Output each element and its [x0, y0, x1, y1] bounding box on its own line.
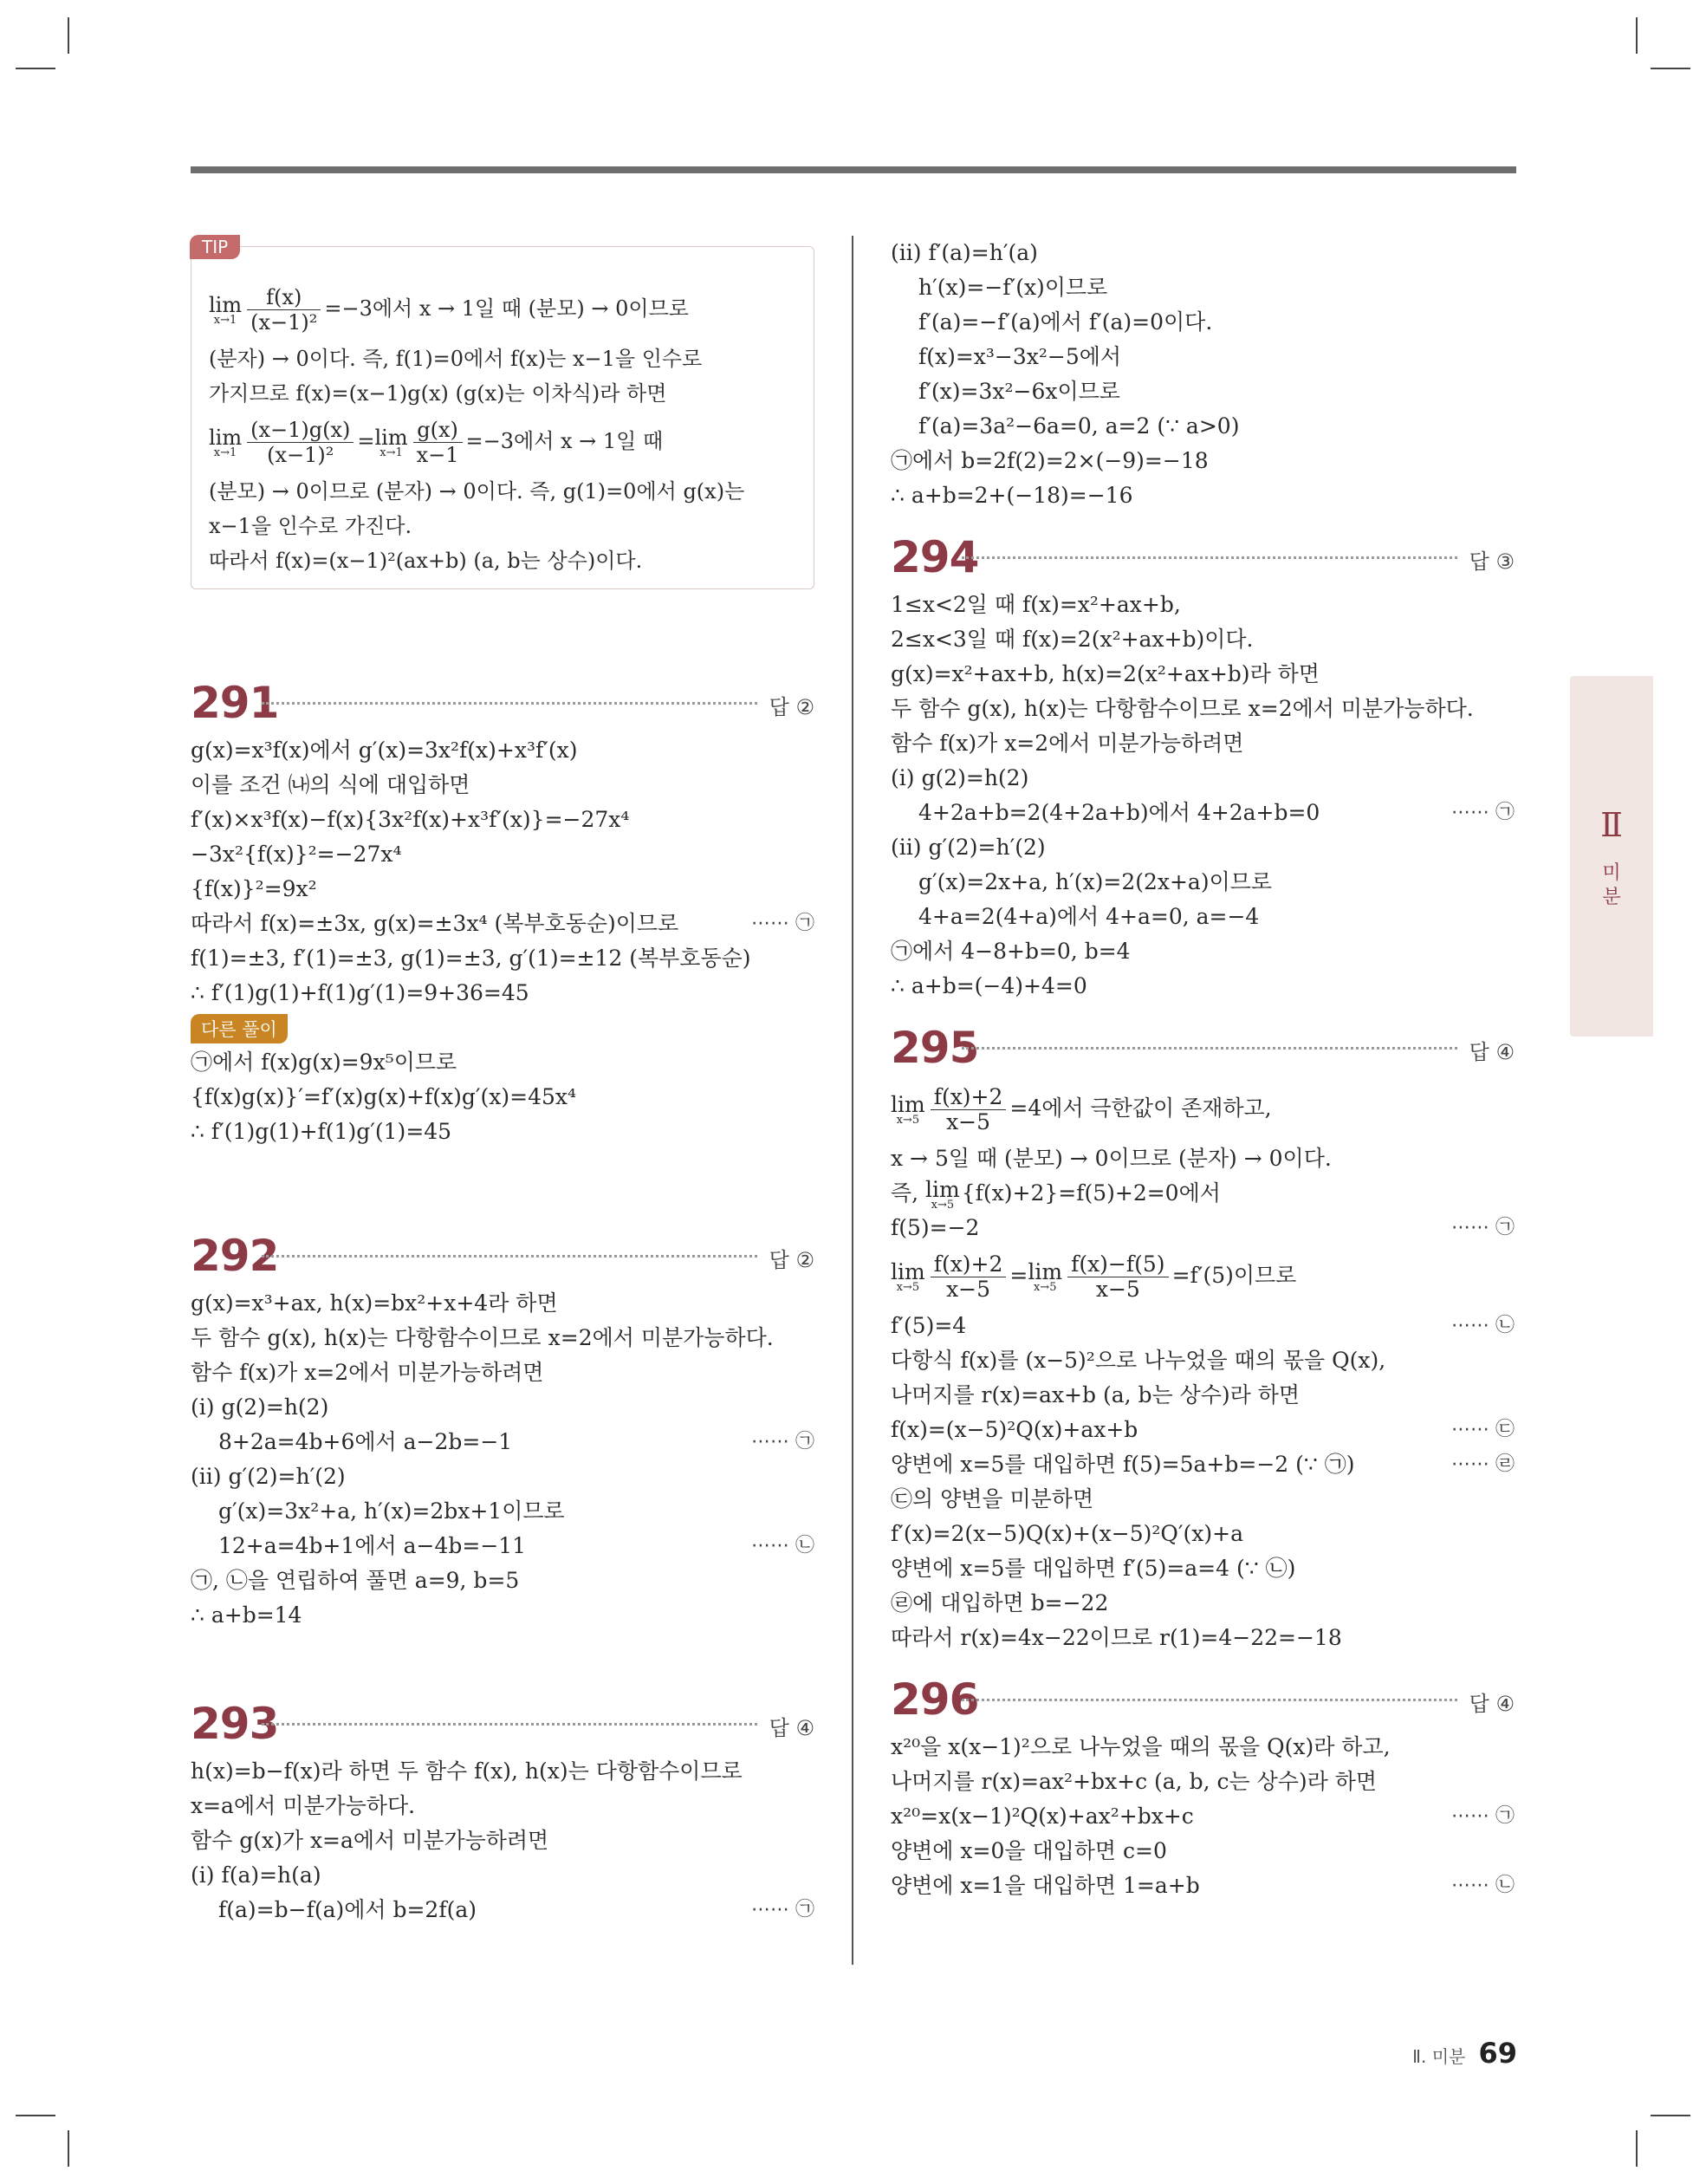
answer-label: 답 ④ [769, 1716, 814, 1740]
solution-line: f′(x)=3x²−6x이므로 [918, 379, 1120, 404]
solution-line: ∴ a+b=2+(−18)=−16 [891, 483, 1133, 508]
solution-line: x → 5일 때 (분모) → 0이므로 (분자) → 0이다. [891, 1146, 1332, 1171]
solution-line: (i) f(a)=h(a) [191, 1862, 321, 1888]
tip-line: 가지므로 f(x)=(x−1)g(x) (g(x)는 이차식)라 하면 [209, 381, 667, 406]
tip-line: lim x→1 $\frac{(x-1)g(x)}{\text{(x−1)²}}$ = lim x→1 $\frac{g(x)}{x-1}$ =−3에서 x → 1일 때 [209, 418, 664, 467]
solution-line: f(x)=(x−5)²Q(x)+ax+b ⋯⋯ ㉢ [891, 1413, 1515, 1447]
solution-line: h′(x)=−f′(x)이므로 [918, 275, 1108, 300]
solution-line: x²⁰을 x(x−1)²으로 나누었을 때의 몫을 Q(x)라 하고, [891, 1734, 1391, 1759]
solution-line: ∴ f′(1)g(1)+f(1)g′(1)=9+36=45 [191, 980, 529, 1005]
fraction: $\frac{f(x)-f(5)}{x-5}$ [1067, 1252, 1168, 1302]
problem-header-293 [191, 1693, 814, 1754]
lim-expr: lim x→5 [1028, 1258, 1063, 1294]
solution-line: (ii) f′(a)=h′(a) [891, 240, 1038, 265]
solution-line: x²⁰=x(x−1)²Q(x)+ax²+bx+c ⋯⋯ ㉠ [891, 1799, 1515, 1834]
solution-line: 양변에 x=0을 대입하면 c=0 [891, 1838, 1167, 1863]
problem-number: 294 [891, 532, 979, 582]
solution-line: 1≤x<2일 때 f(x)=x²+ax+b, [891, 592, 1181, 617]
equation-marker: ⋯⋯ ㉡ [1451, 1315, 1515, 1336]
solution-line: ∴ a+b=(−4)+4=0 [891, 973, 1087, 998]
section-label: Ⅱ. 미분 [1412, 2046, 1466, 2067]
left-column [191, 236, 814, 1927]
solution-line: 4+2a+b=2(4+2a+b)에서 4+2a+b=0 ⋯⋯ ㉠ [891, 796, 1515, 830]
alt-solution-badge: 다른 풀이 [191, 1014, 288, 1043]
solution-line: 즉, lim x→5 {f(x)+2}=f(5)+2=0에서 [891, 1176, 1221, 1212]
answer-label: 답 ③ [1469, 549, 1515, 574]
solution-line: ∴ f′(1)g(1)+f(1)g′(1)=45 [191, 1119, 452, 1144]
solution-line: 2≤x<3일 때 f(x)=2(x²+ax+b)이다. [891, 627, 1254, 652]
lim-expr: lim x→1 [209, 425, 243, 459]
solution-line: f′(x)×x³f(x)−f(x){3x²f(x)+x³f′(x)}=−27x⁴ [191, 807, 630, 832]
equation-marker: ⋯⋯ ㉢ [1451, 1419, 1515, 1440]
tip-line: lim x→1 $\frac{f(x)}{\text{(x−1)²}}$ =−3에서 x → 1일 때 (분모) → 0이므로 [209, 285, 689, 335]
solution-line: 함수 f(x)가 x=2에서 미분가능하려면 [891, 731, 1244, 756]
equation-marker: ⋯⋯ ㉠ [751, 913, 814, 934]
problem-header-294 [891, 527, 1515, 588]
solution-line: lim x→5 $\frac{f(x)+2}{x-5}$ =4에서 극한값이 존재하고, [891, 1084, 1272, 1134]
crop-mark [68, 17, 69, 54]
tip-box [191, 237, 814, 589]
solution-line: f(a)=b−f(a)에서 b=2f(a) ⋯⋯ ㉠ [191, 1893, 814, 1927]
crop-mark [1636, 2130, 1638, 2167]
solution-line: f′(a)=−f′(a)에서 f′(a)=0이다. [918, 309, 1213, 335]
chapter-title-char: 미 [1602, 862, 1621, 884]
fraction: $\frac{f(x)}{\text{(x−1)²}}$ [247, 285, 321, 335]
solution-line: {f(x)}²=9x² [191, 876, 317, 901]
solution-line: (ii) g′(2)=h′(2) [891, 835, 1046, 860]
page-footer [1412, 2037, 1517, 2070]
column-divider [852, 236, 853, 1965]
solution-line: 양변에 x=1을 대입하면 1=a+b ⋯⋯ ㉡ [891, 1869, 1515, 1903]
right-column [891, 236, 1515, 1903]
solution-line: f(5)=−2 ⋯⋯ ㉠ [891, 1211, 1515, 1245]
fraction: $\frac{g(x)}{x-1}$ [413, 418, 463, 467]
solution-line: 양변에 x=5를 대입하면 f′(5)=a=4 (∵ ㉡) [891, 1556, 1296, 1581]
solution-line: f′(5)=4 ⋯⋯ ㉡ [891, 1309, 1515, 1343]
leader-dots [262, 1723, 757, 1726]
solution-line: g′(x)=3x²+a, h′(x)=2bx+1이므로 [218, 1498, 565, 1524]
solution-line: f′(x)=2(x−5)Q(x)+(x−5)²Q′(x)+a [891, 1521, 1244, 1546]
tip-line: x−1을 인수로 가진다. [209, 514, 412, 538]
solution-line: 나머지를 r(x)=ax+b (a, b는 상수)라 하면 [891, 1382, 1301, 1407]
crop-mark [1651, 2115, 1690, 2116]
lim-expr: lim x→5 [891, 1091, 925, 1127]
tip-line: (분자) → 0이다. 즉, f(1)=0에서 f(x)는 x−1을 인수로 [209, 347, 703, 371]
crop-mark [16, 68, 55, 69]
problem-number: 293 [191, 1699, 279, 1749]
chapter-title-char: 분 [1602, 887, 1621, 908]
problem-header-296 [891, 1669, 1515, 1730]
solution-line: 함수 f(x)가 x=2에서 미분가능하려면 [191, 1360, 544, 1385]
solution-line: 따라서 f(x)=±3x, g(x)=±3x⁴ (복부호동순)이므로 ⋯⋯ ㉠ [191, 907, 814, 941]
answer-label: 답 ④ [1469, 1040, 1515, 1064]
answer-label: 답 ② [769, 695, 814, 719]
equation-marker: ⋯⋯ ㉠ [1451, 1805, 1515, 1827]
leader-dots [962, 556, 1457, 559]
answer-label: 답 ④ [1469, 1692, 1515, 1716]
problem-number: 292 [191, 1231, 279, 1281]
solution-line: h(x)=b−f(x)라 하면 두 함수 f(x), h(x)는 다항함수이므로 [191, 1758, 743, 1784]
solution-line: −3x²{f(x)}²=−27x⁴ [191, 842, 402, 867]
lim-expr: lim x→1 [209, 292, 243, 327]
crop-mark [68, 2130, 69, 2167]
leader-dots [962, 1699, 1457, 1701]
equation-marker: ⋯⋯ ㉣ [1451, 1453, 1515, 1475]
solution-line: f(1)=±3, f′(1)=±3, g(1)=±3, g′(1)=±12 (복부호동순) [191, 946, 751, 971]
problem-number: 296 [891, 1674, 979, 1725]
lim-expr: lim x→1 [374, 425, 408, 459]
solution-line: ㉠에서 f(x)g(x)=9x⁵이므로 [191, 1050, 457, 1075]
solution-line: 4+a=2(4+a)에서 4+a=0, a=−4 [918, 904, 1260, 929]
solution-line: ㉣에 대입하면 b=−22 [891, 1590, 1109, 1615]
solution-line: 나머지를 r(x)=ax²+bx+c (a, b, c는 상수)라 하면 [891, 1769, 1378, 1794]
solution-line: 12+a=4b+1에서 a−4b=−11 ⋯⋯ ㉡ [191, 1529, 814, 1563]
leader-dots [262, 702, 757, 705]
solution-line: ㉠, ㉡을 연립하여 풀면 a=9, b=5 [191, 1568, 520, 1593]
problem-header-295 [891, 1017, 1515, 1078]
equation-marker: ⋯⋯ ㉠ [1451, 802, 1515, 823]
solution-line: lim x→5 $\frac{f(x)+2}{x-5}$ = lim x→5 $\frac{f(x)-f(5)}{x-5}$ =f′(5)이므로 [891, 1251, 1297, 1302]
leader-dots [262, 1255, 757, 1258]
crop-mark [16, 2115, 55, 2116]
leader-dots [962, 1047, 1457, 1050]
solution-line: 두 함수 g(x), h(x)는 다항함수이므로 x=2에서 미분가능하다. [891, 696, 1474, 721]
tip-line: (분모) → 0이므로 (분자) → 0이다. 즉, g(1)=0에서 g(x)는 [209, 479, 745, 504]
solution-line: 8+2a=4b+6에서 a−2b=−1 ⋯⋯ ㉠ [191, 1425, 814, 1459]
solution-line: 따라서 r(x)=4x−22이므로 r(1)=4−22=−18 [891, 1625, 1342, 1650]
header-rule [191, 166, 1516, 173]
equation-marker: ⋯⋯ ㉠ [751, 1899, 814, 1921]
equation-marker: ⋯⋯ ㉡ [751, 1535, 814, 1557]
problem-header-291 [191, 673, 814, 733]
fraction: $\frac{f(x)+2}{x-5}$ [931, 1085, 1007, 1134]
solution-line: 함수 g(x)가 x=a에서 미분가능하려면 [191, 1828, 549, 1853]
solution-line: (i) g(2)=h(2) [891, 765, 1029, 790]
fraction: $\frac{(x-1)g(x)}{\text{(x−1)²}}$ [247, 418, 354, 467]
solution-line: {f(x)g(x)}′=f′(x)g(x)+f(x)g′(x)=45x⁴ [191, 1084, 577, 1109]
solution-line: (i) g(2)=h(2) [191, 1394, 329, 1420]
equation-marker: ⋯⋯ ㉠ [1451, 1217, 1515, 1238]
solution-line: 양변에 x=5를 대입하면 f(5)=5a+b=−2 (∵ ㉠) ⋯⋯ ㉣ [891, 1447, 1515, 1482]
problem-number: 295 [891, 1023, 979, 1073]
solution-line: g(x)=x³f(x)에서 g′(x)=3x²f(x)+x³f′(x) [191, 738, 578, 763]
fraction: $\frac{f(x)+2}{x-5}$ [931, 1252, 1007, 1302]
solution-line: (ii) g′(2)=h′(2) [191, 1464, 346, 1489]
lim-expr: lim x→5 [925, 1176, 960, 1212]
tip-line: 따라서 f(x)=(x−1)²(ax+b) (a, b는 상수)이다. [209, 549, 643, 573]
page-number: 69 [1478, 2037, 1517, 2070]
solution-line: 이를 조건 ㈏의 식에 대입하면 [191, 772, 470, 797]
solution-line: ∴ a+b=14 [191, 1602, 302, 1628]
tip-badge: TIP [190, 235, 240, 259]
equation-marker: ⋯⋯ ㉠ [751, 1431, 814, 1453]
solution-line: g(x)=x²+ax+b, h(x)=2(x²+ax+b)라 하면 [891, 661, 1320, 686]
chapter-tab[interactable] [1570, 676, 1653, 1037]
solution-line: ㉠에서 b=2f(2)=2×(−9)=−18 [891, 448, 1209, 473]
solution-line: f(x)=x³−3x²−5에서 [918, 344, 1122, 369]
crop-mark [1651, 68, 1690, 69]
solution-line: f′(a)=3a²−6a=0, a=2 (∵ a>0) [918, 413, 1240, 439]
equation-marker: ⋯⋯ ㉡ [1451, 1875, 1515, 1896]
solution-line: g′(x)=2x+a, h′(x)=2(2x+a)이므로 [918, 869, 1273, 894]
problem-number: 291 [191, 678, 279, 728]
lim-expr: lim x→5 [891, 1258, 925, 1294]
answer-label: 답 ② [769, 1248, 814, 1272]
solution-line: x=a에서 미분가능하다. [191, 1793, 416, 1818]
solution-line: 두 함수 g(x), h(x)는 다항함수이므로 x=2에서 미분가능하다. [191, 1325, 774, 1350]
chapter-numeral: Ⅱ [1600, 806, 1623, 844]
solution-line: ㉢의 양변을 미분하면 [891, 1486, 1094, 1511]
solution-line: g(x)=x³+ax, h(x)=bx²+x+4라 하면 [191, 1290, 558, 1316]
problem-header-292 [191, 1225, 814, 1286]
solution-line: 다항식 f(x)를 (x−5)²으로 나누었을 때의 몫을 Q(x), [891, 1348, 1386, 1373]
crop-mark [1636, 17, 1638, 54]
solution-line: ㉠에서 4−8+b=0, b=4 [891, 939, 1131, 964]
